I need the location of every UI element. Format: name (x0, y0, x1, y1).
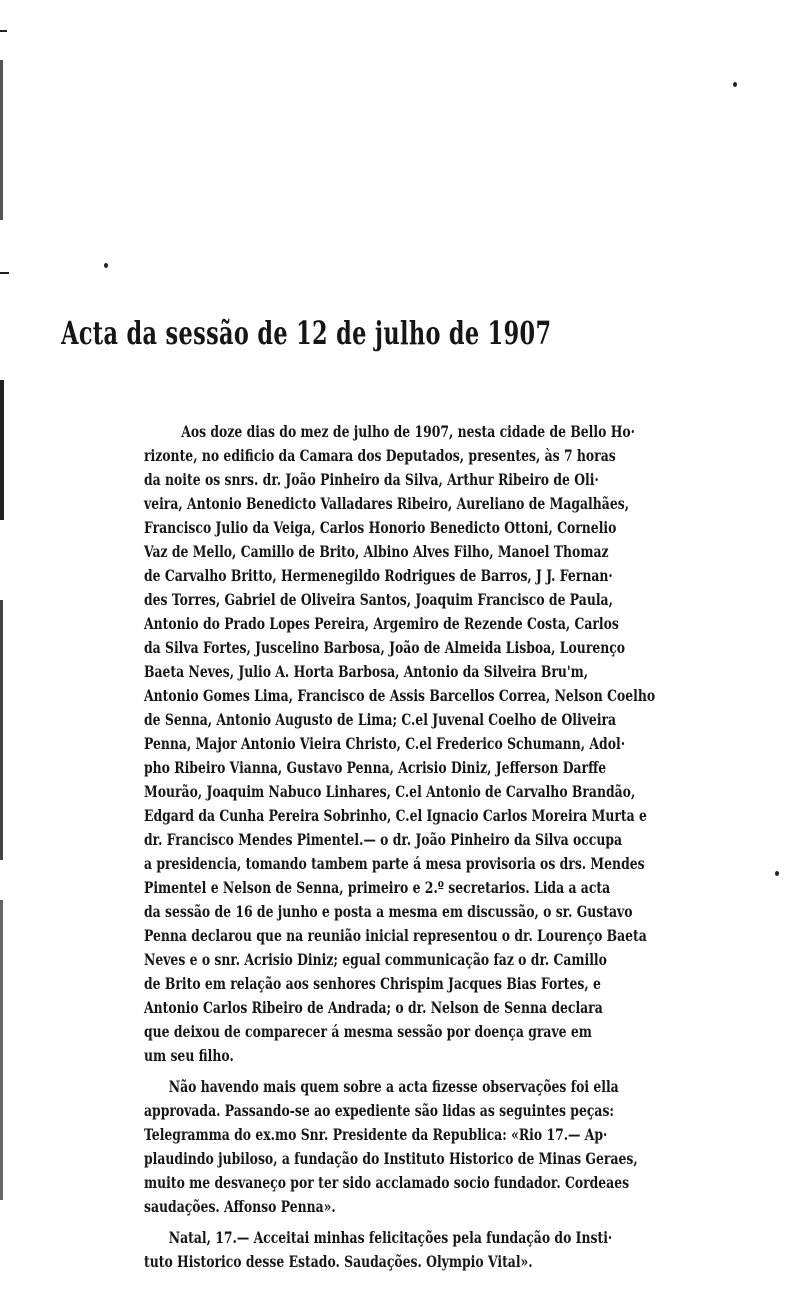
text-line: Vaz de Mello, Camillo de Brito, Albino Alves Filho, Manoel Thomaz (144, 542, 609, 561)
text-line: Pimentel e Nelson de Senna, primeiro e 2.º secretarios. Lida a acta (144, 878, 611, 897)
text-line: plaudindo jubiloso, a fundação do Instituto Historico de Minas Geraes, (144, 1149, 638, 1168)
ink-speck (733, 82, 737, 87)
text-line: Penna declarou que na reunião inicial representou o dr. Lourenço Baeta (144, 926, 647, 945)
text-line: dr. Francisco Mendes Pimentel.— o dr. João Pinheiro da Silva occupa (144, 830, 623, 849)
text-line: Penna, Major Antonio Vieira Christo, C.el Frederico Schumann, Adol· (144, 734, 626, 753)
text-line: de Brito em relação aos senhores Chrispim Jacques Bias Fortes, e (144, 974, 601, 993)
text-line: que deixou de comparecer á mesma sessão por doença grave em (144, 1022, 592, 1041)
text-line: muito me desvaneço por ter sido acclamado socio fundador. Cordeaes (144, 1173, 630, 1192)
text-line: tuto Historico desse Estado. Saudações. Olympio Vital». (144, 1252, 533, 1271)
text-line: Antonio Gomes Lima, Francisco de Assis Barcellos Correa, Nelson Coelho (144, 686, 656, 705)
text-line: approvada. Passando-se ao expediente são lidas as seguintes peças: (144, 1101, 615, 1120)
text-line: Não havendo mais quem sobre a acta fizesse observações foi ella (168, 1077, 619, 1096)
text-line: Edgard da Cunha Pereira Sobrinho, C.el Ignacio Carlos Moreira Murta e (144, 806, 647, 825)
text-line: Neves e o snr. Acrisio Diniz; egual communicação faz o dr. Camillo (144, 950, 607, 969)
text-line: pho Ribeiro Vianna, Gustavo Penna, Acrisio Diniz, Jefferson Darffe (144, 758, 607, 777)
text-line: Baeta Neves, Julio A. Horta Barbosa, Antonio da Silveira Bru'm, (144, 662, 589, 681)
text-line: Antonio Carlos Ribeiro de Andrada; o dr. Nelson de Senna declara (144, 998, 603, 1017)
text-line: Natal, 17.— Acceitai minhas felicitações pela fundação do Insti· (168, 1228, 613, 1247)
document-title: Acta da sessão de 12 de julho de 1907 (61, 314, 552, 352)
text-line: Antonio do Prado Lopes Pereira, Argemiro de Rezende Costa, Carlos (144, 614, 619, 633)
text-line: veira, Antonio Benedicto Valladares Ribeiro, Aureliano de Magalhães, (144, 494, 630, 513)
text-line: um seu filho. (144, 1046, 234, 1065)
ink-speck (104, 263, 108, 268)
text-line: Francisco Julio da Veiga, Carlos Honorio Benedicto Ottoni, Cornelio (144, 518, 617, 537)
text-line: Aos doze dias do mez de julho de 1907, nesta cidade de Bello Ho· (181, 422, 635, 441)
text-line: Telegramma do ex.mo Snr. Presidente da Republica: «Rio 17.— Ap· (144, 1125, 608, 1144)
text-line: da Silva Fortes, Juscelino Barbosa, João de Almeida Lisboa, Lourenço (144, 638, 626, 657)
text-line: des Torres, Gabriel de Oliveira Santos, Joaquim Francisco de Paula, (144, 590, 613, 609)
text-line: saudações. Affonso Penna». (144, 1197, 336, 1216)
ink-speck (775, 871, 779, 876)
text-line: a presidencia, tomando tambem parte á mesa provisoria os drs. Mendes (144, 854, 645, 873)
text-line: da noite os snrs. dr. João Pinheiro da Silva, Arthur Ribeiro de Oli· (144, 470, 599, 489)
minutes-body (144, 420, 731, 1274)
page-binding-edge (0, 0, 8, 1304)
text-line: de Carvalho Britto, Hermenegildo Rodrigues de Barros, J J. Fernan· (144, 566, 613, 585)
text-line: rizonte, no edificio da Camara dos Deputados, presentes, às 7 horas (144, 446, 616, 465)
text-line: da sessão de 16 de junho e posta a mesma em discussão, o sr. Gustavo (144, 902, 633, 921)
text-line: Mourão, Joaquim Nabuco Linhares, C.el Antonio de Carvalho Brandão, (144, 782, 636, 801)
text-line: de Senna, Antonio Augusto de Lima; C.el Juvenal Coelho de Oliveira (144, 710, 617, 729)
